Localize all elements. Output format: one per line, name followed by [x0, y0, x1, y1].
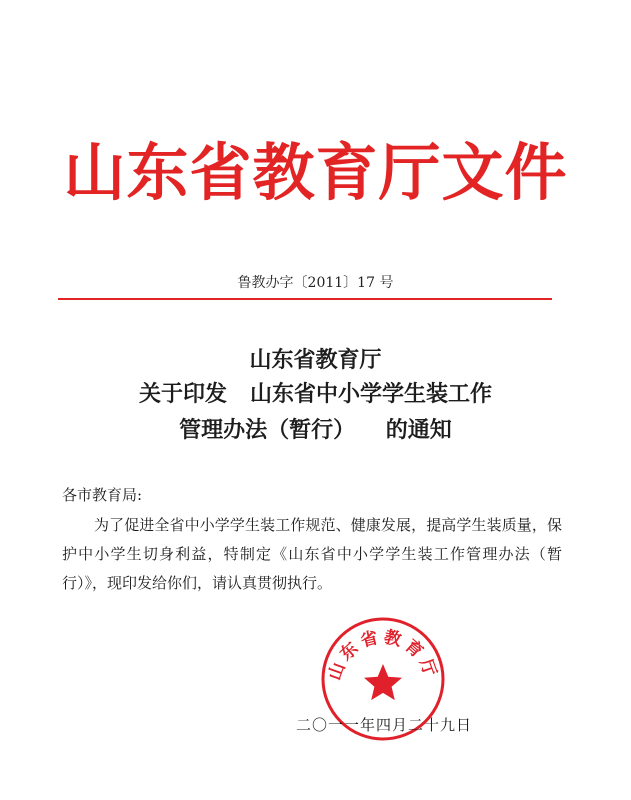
masthead-title: 山东省教育厅文件	[63, 136, 568, 209]
salutation: 各市教育局:	[62, 486, 143, 504]
document-title-line-1: 山东省教育厅	[249, 348, 382, 373]
seal-star-icon	[364, 664, 402, 700]
document-title-line-3: 管理办法（暂行） 的通知	[179, 418, 452, 443]
body-paragraph: 为了促进全省中小学学生装工作规范、健康发展，提高学生装质量，保护中小学生切身利益，特制定《山东省中小学学生装工作管理办法（暂行）》，现印发给你们，请认真贯彻执行。	[62, 516, 562, 592]
issue-date: 二〇一一年四月二十九日	[296, 716, 473, 734]
document-title-line-2: 关于印发 山东省中小学学生装工作	[139, 382, 492, 407]
document-number: 鲁教办字〔2011〕17 号	[237, 275, 394, 291]
seal-text: 山东省教育厅	[324, 627, 442, 683]
red-divider-line	[58, 298, 552, 300]
